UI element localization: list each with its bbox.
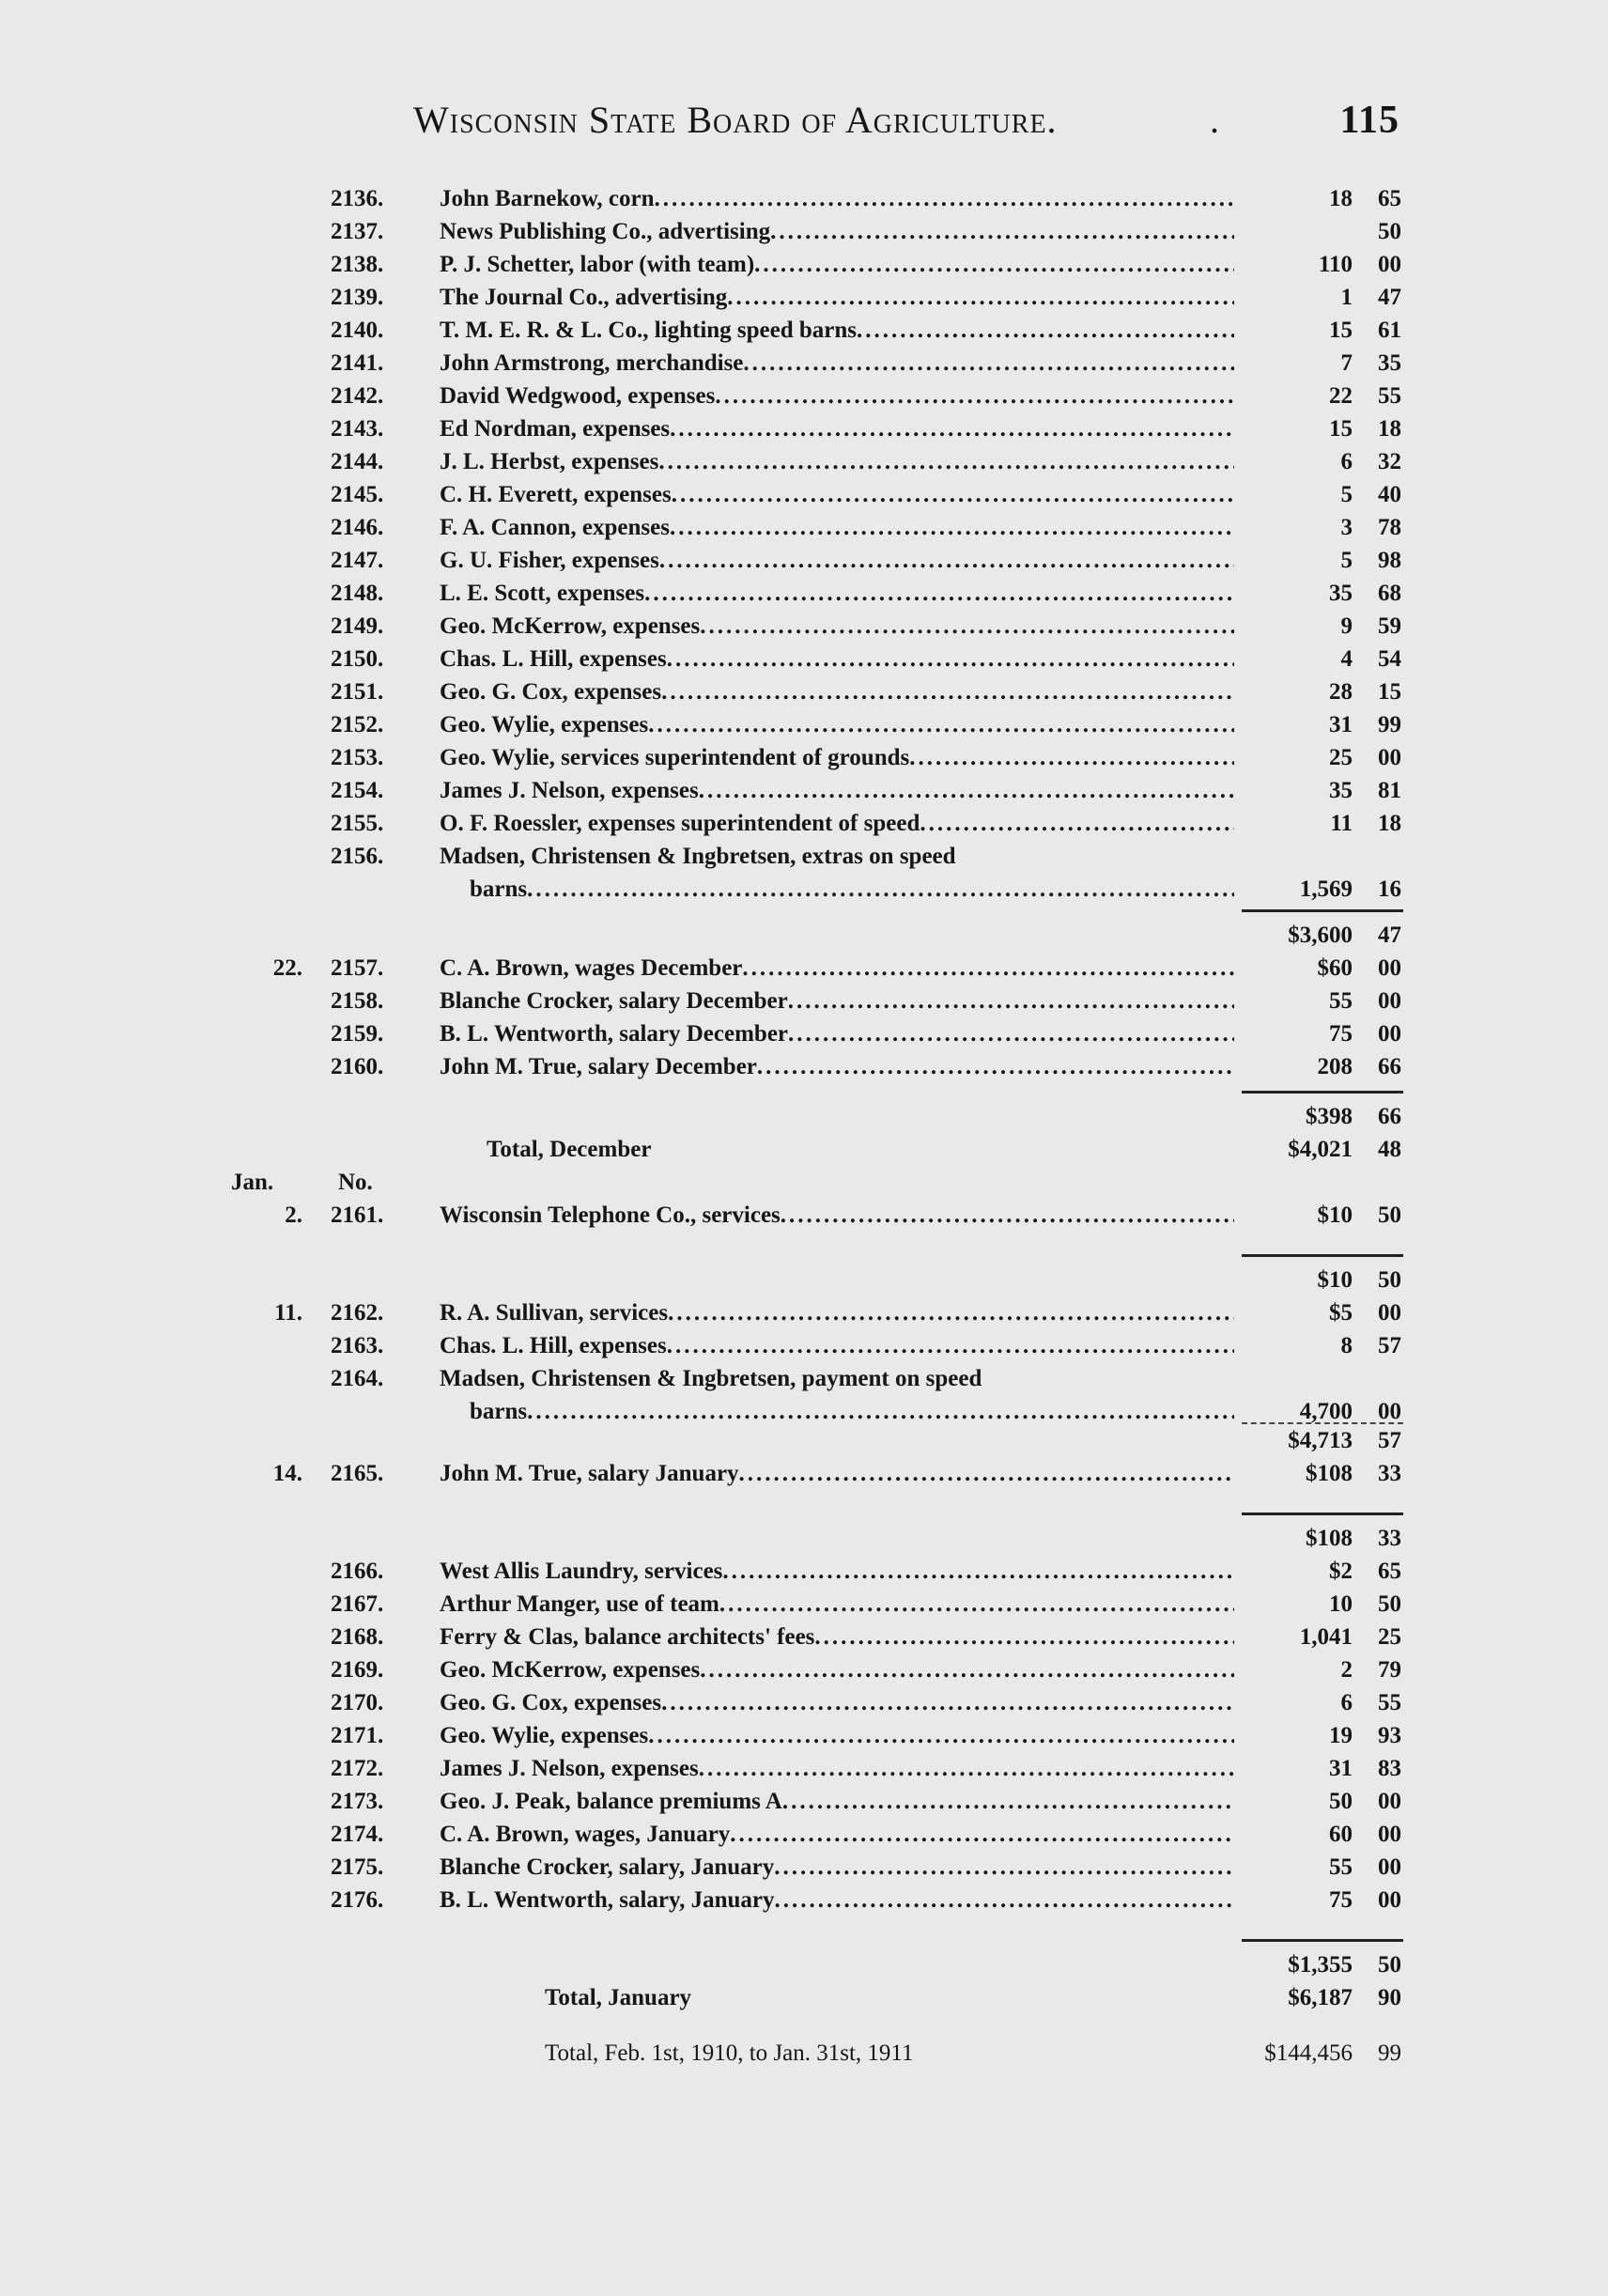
ledger-row [0, 544, 1608, 577]
entry-description: F. A. Cannon, expenses ..... [440, 511, 1234, 544]
entry-description-cont: barns ..... [470, 1395, 1234, 1428]
entry-amount: 1,569 16 [1299, 877, 1401, 902]
voucher-number: 2145. [331, 482, 384, 507]
ledger-row [0, 412, 1608, 445]
entry-description: Wisconsin Telephone Co., services ..... [440, 1199, 1234, 1232]
entry-description: B. L. Wentworth, salary, January ..... [440, 1884, 1234, 1916]
voucher-number: 2162. [331, 1300, 384, 1326]
ledger-row [0, 1621, 1608, 1653]
voucher-number: 2171. [331, 1723, 384, 1748]
voucher-number: 2143. [331, 416, 384, 442]
ledger-row [0, 577, 1608, 610]
entry-description: James J. Nelson, expenses ..... [440, 1752, 1234, 1785]
entry-description: Ferry & Clas, balance architects' fees ..... [440, 1621, 1234, 1653]
entry-description: O. F. Roessler, expenses superintendent of speed ..... [440, 807, 1234, 840]
entry-amount: 35 81 [1329, 778, 1401, 803]
voucher-number: 2160. [331, 1054, 384, 1079]
voucher-number: 2139. [331, 285, 384, 310]
ledger-row [0, 182, 1608, 215]
header-separator: . [1210, 99, 1220, 141]
page-header [413, 98, 1399, 154]
month-heading: Jan. [231, 1170, 274, 1195]
voucher-number: 2168. [331, 1624, 384, 1650]
total-december-row [0, 1133, 1608, 1166]
voucher-number: 2170. [331, 1690, 384, 1715]
page-number: 115 [1339, 99, 1399, 142]
total-january-row [0, 1981, 1608, 2014]
entry-description: C. A. Brown, wages, January ..... [440, 1818, 1234, 1851]
entry-description: Geo. McKerrow, expenses ..... [440, 1653, 1234, 1686]
subtotal-row [0, 1522, 1608, 1555]
entry-amount: 6 32 [1340, 449, 1401, 474]
ledger-row [0, 1851, 1608, 1884]
entry-description: Chas. L. Hill, expenses ..... [440, 643, 1234, 675]
ledger-row [0, 445, 1608, 478]
entry-description: Geo. Wylie, services superintendent of grounds ..... [440, 741, 1234, 774]
voucher-number: 2151. [331, 679, 384, 705]
ledger-row [0, 248, 1608, 281]
entry-amount: 8 57 [1340, 1333, 1401, 1358]
entry-amount: 35 68 [1329, 581, 1401, 606]
entry-amount: 6 55 [1340, 1690, 1401, 1715]
subtotal-amount: $1,355 50 [1288, 1952, 1401, 1978]
total-december-label: Total, December [487, 1137, 652, 1162]
entry-amount: 75 00 [1329, 1887, 1401, 1913]
subtotal-amount: $10 50 [1317, 1267, 1401, 1293]
voucher-number: 2157. [331, 955, 384, 981]
voucher-number: 2159. [331, 1021, 384, 1047]
entry-description: Madsen, Christensen & Ingbretsen, payment on speed [440, 1366, 982, 1391]
ledger-row [0, 708, 1608, 741]
entry-description: Ed Nordman, expenses ..... [440, 412, 1234, 445]
total-january-amount: $6,187 90 [1288, 1985, 1401, 2010]
entry-description: Geo. Wylie, expenses ..... [440, 1719, 1234, 1752]
entry-amount: 22 55 [1329, 383, 1401, 409]
entry-amount: $10 50 [1317, 1202, 1401, 1228]
sum-rule [0, 1931, 1608, 1948]
entry-description: C. A. Brown, wages December ..... [440, 952, 1234, 985]
entries-2136-2155 [0, 182, 1608, 840]
subtotal-row [0, 1948, 1608, 1981]
subtotal-amount: $108 33 [1306, 1526, 1401, 1551]
entry-amount: 3 78 [1340, 515, 1401, 540]
ledger-row [0, 215, 1608, 248]
entry-amount: 19 93 [1329, 1723, 1401, 1748]
entry-amount: 55 00 [1329, 988, 1401, 1014]
entry-amount: 28 15 [1329, 679, 1401, 705]
ledger-row [0, 347, 1608, 380]
entry-description: West Allis Laundry, services ..... [440, 1555, 1234, 1588]
entry-day: 11. [274, 1300, 302, 1326]
voucher-number: 2149. [331, 613, 384, 639]
ledger-row-2156 [0, 840, 1608, 873]
ledger-row [0, 281, 1608, 314]
entry-amount: 4,700 00 [1299, 1399, 1401, 1424]
entry-description: L. E. Scott, expenses ..... [440, 577, 1234, 610]
entry-amount: 208 66 [1317, 1054, 1401, 1079]
subtotal-row [0, 919, 1608, 952]
voucher-number: 2156. [331, 844, 384, 869]
ledger-row [0, 643, 1608, 675]
voucher-number: 2176. [331, 1887, 384, 1913]
ledger-row [0, 1329, 1608, 1362]
ledger-row [0, 610, 1608, 643]
voucher-number: 2154. [331, 778, 384, 803]
entry-description: Geo. G. Cox, expenses ..... [440, 675, 1234, 708]
entry-description: John M. True, salary January ..... [440, 1457, 1234, 1490]
entry-day: 2. [285, 1202, 302, 1228]
entry-description: David Wedgwood, expenses ..... [440, 380, 1234, 412]
entry-description: John Armstrong, merchandise ..... [440, 347, 1234, 380]
ledger-row [0, 1686, 1608, 1719]
subtotal-amount: $4,713 57 [1288, 1428, 1401, 1453]
voucher-number: 2155. [331, 811, 384, 836]
grand-total-amount: $144,456 99 [1264, 2040, 1401, 2066]
entry-amount: 5 98 [1340, 548, 1401, 573]
voucher-number: 2153. [331, 745, 384, 770]
entry-amount: $5 00 [1329, 1300, 1401, 1326]
entry-description: The Journal Co., advertising ..... [440, 281, 1234, 314]
total-january-label: Total, January [545, 1985, 692, 2010]
entry-description: Geo. Wylie, expenses ..... [440, 708, 1234, 741]
voucher-number: 2138. [331, 252, 384, 277]
ledger-row [0, 1588, 1608, 1621]
grand-total-row [0, 2037, 1608, 2070]
entry-description: John M. True, salary December ..... [440, 1050, 1234, 1083]
ledger-row [0, 1296, 1608, 1329]
voucher-number: 2175. [331, 1854, 384, 1880]
ledger-row [0, 478, 1608, 511]
ledger-row [0, 952, 1608, 985]
voucher-number: 2169. [331, 1657, 384, 1683]
entry-amount: 110 00 [1318, 252, 1401, 277]
entry-day: 22. [272, 955, 302, 981]
entry-description: J. L. Herbst, expenses ..... [440, 445, 1234, 478]
entry-amount: $108 33 [1306, 1461, 1401, 1486]
entry-amount: 15 18 [1329, 416, 1401, 442]
ledger-row [0, 1818, 1608, 1851]
entries-2157-2160 [0, 952, 1608, 1083]
voucher-number: 2146. [331, 515, 384, 540]
ledger [0, 182, 1608, 2070]
ledger-row [0, 380, 1608, 412]
ledger-row [0, 511, 1608, 544]
entry-description: Blanche Crocker, salary December ..... [440, 985, 1234, 1017]
entry-amount: 4 54 [1340, 646, 1401, 672]
ledger-row [0, 675, 1608, 708]
voucher-number: 2161. [331, 1202, 384, 1228]
ledger-row [0, 1884, 1608, 1916]
entry-amount: 50 00 [1329, 1789, 1401, 1814]
entry-amount: 1,041 25 [1299, 1624, 1401, 1650]
subtotal-row [0, 1424, 1608, 1457]
entry-amount: 25 00 [1329, 745, 1401, 770]
voucher-number: 2173. [331, 1789, 384, 1814]
entry-amount: 55 00 [1329, 1854, 1401, 1880]
entries-2166-2176 [0, 1555, 1608, 1916]
voucher-number: 2147. [331, 548, 384, 573]
ledger-row [0, 774, 1608, 807]
entry-description: C. H. Everett, expenses ..... [440, 478, 1234, 511]
entry-description: Chas. L. Hill, expenses ..... [440, 1329, 1234, 1362]
entry-day: 14. [272, 1461, 302, 1486]
entry-amount: 10 50 [1329, 1591, 1401, 1617]
entry-description: Madsen, Christensen & Ingbretsen, extras on speed [440, 844, 956, 869]
voucher-number: 2172. [331, 1756, 384, 1781]
entry-description: T. M. E. R. & L. Co., lighting speed barns ..... [440, 314, 1234, 347]
subtotal-amount: $3,600 47 [1288, 923, 1401, 948]
entry-amount: 7 35 [1340, 350, 1401, 376]
voucher-number: 2163. [331, 1333, 384, 1358]
entry-description: R. A. Sullivan, services ..... [440, 1296, 1234, 1329]
voucher-number: 2140. [331, 318, 384, 343]
voucher-number: 2150. [331, 646, 384, 672]
entry-amount: 11 18 [1330, 811, 1401, 836]
entries-2162-2163 [0, 1296, 1608, 1362]
entry-amount: 5 40 [1340, 482, 1401, 507]
voucher-number: 2136. [331, 186, 384, 211]
entry-description: P. J. Schetter, labor (with team) ..... [440, 248, 1234, 281]
running-title: Wisconsin State Board of Agriculture. [413, 99, 1058, 141]
entry-amount: 9 59 [1340, 613, 1401, 639]
ledger-row [0, 1719, 1608, 1752]
subtotal-row [0, 1100, 1608, 1133]
entry-amount: 60 00 [1329, 1822, 1401, 1847]
voucher-number: 2166. [331, 1559, 384, 1584]
subtotal-amount: $398 66 [1306, 1104, 1401, 1129]
sum-rule [0, 1083, 1608, 1100]
ledger-row [0, 1752, 1608, 1785]
ledger-row [0, 314, 1608, 347]
sum-rule [0, 902, 1608, 919]
entry-description: Arthur Manger, use of team ..... [440, 1588, 1234, 1621]
voucher-number: 2148. [331, 581, 384, 606]
subtotal-row [0, 1264, 1608, 1296]
entry-description: G. U. Fisher, expenses ..... [440, 544, 1234, 577]
ledger-row-2161 [0, 1199, 1608, 1232]
entry-amount: 50 [1378, 219, 1401, 244]
grand-total-label: Total, Feb. 1st, 1910, to Jan. 31st, 1911 [545, 2040, 914, 2066]
ledger-row [0, 1653, 1608, 1686]
entry-description: B. L. Wentworth, salary December ..... [440, 1017, 1234, 1050]
entry-amount: 75 00 [1329, 1021, 1401, 1047]
entry-amount: $2 65 [1329, 1559, 1401, 1584]
entry-description: John Barnekow, corn ..... [440, 182, 1234, 215]
voucher-number: 2152. [331, 712, 384, 737]
ledger-row [0, 1785, 1608, 1818]
entry-description: Blanche Crocker, salary, January ..... [440, 1851, 1234, 1884]
entry-description: Geo. G. Cox, expenses ..... [440, 1686, 1234, 1719]
voucher-number: 2174. [331, 1822, 384, 1847]
voucher-number: 2141. [331, 350, 384, 376]
entry-amount: $60 00 [1317, 955, 1401, 981]
ledger-row [0, 1050, 1608, 1083]
voucher-number: 2158. [331, 988, 384, 1014]
voucher-number: 2167. [331, 1591, 384, 1617]
entry-description: James J. Nelson, expenses ..... [440, 774, 1234, 807]
ledger-row-2156-cont [0, 873, 1608, 902]
entry-description-cont: barns ..... [470, 873, 1234, 906]
entry-amount: 31 83 [1329, 1756, 1401, 1781]
ledger-row-2165 [0, 1457, 1608, 1490]
ledger-row [0, 985, 1608, 1017]
ledger-row [0, 807, 1608, 840]
entry-amount: 15 61 [1329, 318, 1401, 343]
entry-description: Geo. J. Peak, balance premiums A ..... [440, 1785, 1234, 1818]
number-heading: No. [338, 1170, 373, 1195]
entry-description: Geo. McKerrow, expenses ..... [440, 610, 1234, 643]
voucher-number: 2144. [331, 449, 384, 474]
sum-rule [0, 1505, 1608, 1522]
ledger-row [0, 1555, 1608, 1588]
entry-amount: 1 47 [1340, 285, 1401, 310]
entry-description: News Publishing Co., advertising ..... [440, 215, 1234, 248]
sum-rule [0, 1247, 1608, 1264]
voucher-number: 2142. [331, 383, 384, 409]
entry-amount: 18 65 [1329, 186, 1401, 211]
voucher-number: 2165. [331, 1461, 384, 1486]
ledger-row-2164 [0, 1362, 1608, 1395]
entry-amount: 31 99 [1329, 712, 1401, 737]
ledger-row [0, 1017, 1608, 1050]
total-december-amount: $4,021 48 [1288, 1137, 1401, 1162]
entry-amount: 2 79 [1340, 1657, 1401, 1683]
voucher-number: 2137. [331, 219, 384, 244]
voucher-number: 2164. [331, 1366, 384, 1391]
column-headings [0, 1166, 1608, 1199]
ledger-row [0, 741, 1608, 774]
